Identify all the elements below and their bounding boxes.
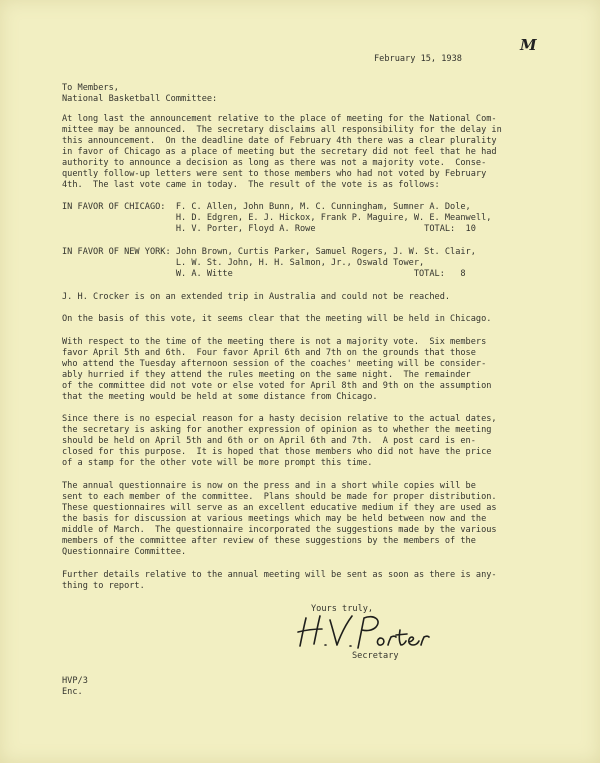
vote-line: H. D. Edgren, E. J. Hickox, Frank P. Maguire, W. E. Meanwell, [62,213,492,223]
handwritten-margin-mark: M [520,36,537,54]
enclosure-note: Enc. [62,687,83,697]
addressee-line: National Basketball Committee: [62,94,218,104]
vote-line: W. A. Witte TOTAL: 8 [62,269,466,279]
text-line: These questionnaires will serve as an excellent educative medium if they are used as [62,503,497,513]
vote-line: IN FAVOR OF CHICAGO: F. C. Allen, John Bunn, M. C. Cunningham, Sumner A. Dole, [62,202,471,212]
text-line: who attend the Tuesday afternoon session of the coaches' meeting will be consider- [62,359,487,369]
text-line: mittee may be announced. The secretary disclaims all responsibility for the delay in [62,125,502,135]
text-line: Since there is no especial reason for a hasty decision relative to the actual dates, [62,414,497,424]
text-line: should be held on April 5th and 6th or on April 6th and 7th. A post card is en- [62,436,476,446]
text-line: quently follow-up letters were sent to those members who had not voted by February [62,169,487,179]
text-line: of a stamp for the other vote will be more prompt this time. [62,458,373,468]
signer-title: Secretary [352,651,399,661]
text-line: ably hurried if they attend the rules meeting on the same night. The remainder [62,370,471,380]
crocker-note: J. H. Crocker is on an extended trip in Australia and could not be reached. [62,292,451,302]
text-line: With respect to the time of the meeting there is not a majority vote. Six members [62,337,487,347]
text-line: Questionnaire Committee. [62,547,187,557]
text-line: the basis for discussion at various meetings which may be held between now and the [62,514,487,524]
text-line: members of the committee after review of these suggestions by the members of the [62,536,476,546]
text-line: thing to report. [62,581,145,591]
vote-line: L. W. St. John, H. H. Salmon, Jr., Oswald Tower, [62,258,425,268]
addressee-line: To Members, [62,83,119,93]
text-line: of the committee did not vote or else voted for April 8th and 9th on the assumption [62,381,492,391]
text-line: At long last the announcement relative to the place of meeting for the National Com- [62,114,497,124]
text-line: 4th. The last vote came in today. The result of the vote is as follows: [62,180,440,190]
text-line: sent to each member of the committee. Plans should be made for proper distribution. [62,492,497,502]
text-line: closed for this purpose. It is hoped that those members who did not have the price [62,447,492,457]
vote-line: H. V. Porter, Floyd A. Rowe TOTAL: 10 [62,224,476,234]
text-line: authority to announce a decision as long as there was not a majority vote. Conse- [62,158,487,168]
letter-date: February 15, 1938 [374,54,462,64]
closing: Yours truly, [311,604,374,614]
reference-initials: HVP/3 [62,676,88,686]
text-line: that the meeting would be held at some distance from Chicago. [62,392,378,402]
text-line: middle of March. The questionnaire incorporated the suggestions made by the various [62,525,497,535]
text-line: The annual questionnaire is now on the press and in a short while copies will be [62,481,476,491]
text-line: favor April 5th and 6th. Four favor April 6th and 7th on the grounds that those [62,348,476,358]
vote-line: IN FAVOR OF NEW YORK: John Brown, Curtis Parker, Samuel Rogers, J. W. St. Clair, [62,247,476,257]
basis-statement: On the basis of this vote, it seems clear that the meeting will be held in Chicago. [62,314,492,324]
text-line: this announcement. On the deadline date of February 4th there was a clear plurality [62,136,497,146]
text-line: Further details relative to the annual meeting will be sent as soon as there is any- [62,570,497,580]
text-line: the secretary is asking for another expression of opinion as to whether the meeting [62,425,492,435]
text-line: in favor of Chicago as a place of meeting but the secretary did not feel that he had [62,147,497,157]
handwritten-signature [292,612,432,656]
